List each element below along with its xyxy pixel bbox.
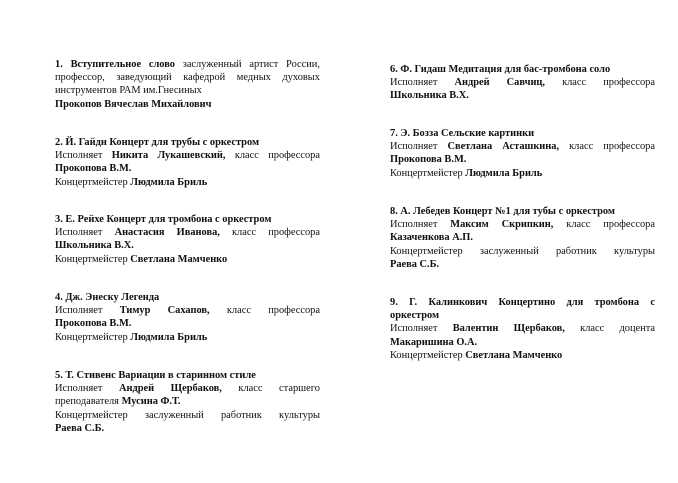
item-title-line — [55, 291, 320, 304]
program-item-2 — [55, 136, 320, 189]
item-number: 5. — [55, 370, 63, 381]
teacher-name: Школьника В.Х. — [55, 240, 134, 252]
performer-line — [55, 149, 320, 162]
performer-prefix: Исполняет — [55, 383, 103, 395]
item-title-line — [55, 369, 320, 382]
class-text: класс профессора — [232, 227, 320, 239]
item-number: 9. — [390, 297, 398, 308]
item-title: Г. Калинкович Концертино для тромбона с — [409, 297, 655, 308]
performer-line — [55, 382, 320, 395]
item-number: 6. — [390, 64, 398, 75]
accompanist-line: Концертмейстер заслуженный работник культуры — [55, 409, 320, 421]
item-title: Й. Гайдн Концерт для трубы с оркестром — [65, 137, 260, 148]
item-title: Т. Стивенс Вариации в старинном стиле — [65, 370, 256, 381]
performer-line — [390, 322, 655, 335]
performer-name: Тимур Сахапов, — [119, 305, 210, 317]
item-description: заслуженный артист России, — [182, 59, 320, 70]
teacher-name: Мусина Ф.Т. — [121, 396, 181, 408]
performer-name: Андрей Щербаков, — [118, 383, 222, 395]
teacher-name: Макаришина О.А. — [390, 336, 478, 348]
accompanist-prefix: Концертмейстер — [55, 176, 128, 188]
item-title-line — [55, 213, 320, 226]
accompanist-name: Людмила Бриль — [465, 167, 543, 179]
accompanist-line — [390, 167, 655, 180]
performer-name: Валентин Щербаков, — [452, 323, 565, 335]
performer-name: Максим Скрипкин, — [450, 219, 554, 231]
teacher-line — [55, 395, 320, 408]
accompanist-name: Людмила Бриль — [130, 331, 208, 343]
performer-line — [55, 304, 320, 317]
person-name: Прокопов Вячеслав Михайлович — [55, 98, 212, 110]
item-title: Э. Бозза Сельские картинки — [400, 128, 535, 139]
teacher-name: Прокопова В.М. — [55, 163, 132, 175]
item-number: 1. — [55, 59, 63, 70]
program-item-7 — [390, 127, 655, 180]
teacher-line — [390, 153, 655, 166]
program-item-5 — [55, 369, 320, 435]
item-title-line — [390, 296, 655, 309]
item-number: 8. — [390, 206, 398, 217]
performer-line — [390, 76, 655, 89]
item-title-line-2 — [390, 309, 655, 322]
item-number: 4. — [55, 292, 63, 303]
performer-name: Светлана Асташкина, — [447, 141, 560, 153]
item-number: 3. — [55, 214, 63, 225]
performer-line — [390, 218, 655, 231]
teacher-name: Прокопова В.М. — [55, 318, 132, 330]
accompanist-name: Раева С.Б. — [55, 422, 105, 434]
class-text: класс профессора — [566, 219, 655, 231]
teacher-line — [390, 336, 655, 349]
item-heading — [55, 59, 175, 70]
item-title: Дж. Энеску Легенда — [65, 292, 160, 303]
item-description: профессор, заведующий кафедрой медных духовых — [55, 72, 320, 84]
item-title: А. Лебедев Концерт №1 для тубы с оркестром — [400, 206, 615, 217]
item-number: 2. — [55, 137, 63, 148]
teacher-line — [55, 162, 320, 175]
teacher-name: Казаченкова А.П. — [390, 232, 473, 244]
class-text: класс профессора — [226, 305, 320, 317]
accompanist-name: Светлана Мамченко — [130, 253, 228, 265]
teacher-name: Прокопова В.М. — [390, 154, 467, 166]
program-item-1 — [55, 58, 320, 111]
item-person-line — [55, 98, 320, 111]
program-item-6 — [390, 63, 655, 103]
teacher-name: Школьника В.Х. — [390, 90, 469, 102]
accompanist-name: Людмила Бриль — [130, 176, 208, 188]
program-item-4 — [55, 291, 320, 344]
accompanist-prefix: Концертмейстер — [55, 331, 128, 343]
program-item-9 — [390, 296, 655, 362]
item-title-line — [55, 136, 320, 149]
item-title: оркестром — [390, 310, 440, 322]
item-title-line — [55, 58, 320, 71]
accompanist-line — [55, 331, 320, 344]
performer-prefix: Исполняет — [55, 305, 103, 317]
class-text: преподавателя — [55, 396, 119, 408]
performer-name: Андрей Савчиц, — [454, 77, 546, 89]
accompanist-name-line — [390, 258, 655, 271]
performer-prefix: Исполняет — [390, 323, 438, 335]
teacher-line — [55, 239, 320, 252]
performer-line — [55, 226, 320, 239]
performer-prefix: Исполняет — [55, 227, 103, 239]
performer-prefix: Исполняет — [390, 141, 438, 153]
item-title-line — [390, 205, 655, 218]
item-title-line — [390, 127, 655, 140]
item-description: инструментов РАМ им.Гнесиных — [55, 85, 202, 97]
performer-prefix: Исполняет — [390, 219, 438, 231]
performer-name: Анастасия Иванова, — [114, 227, 220, 239]
class-text: класс профессора — [562, 77, 655, 89]
accompanist-prefix: Концертмейстер — [390, 349, 463, 361]
class-text: класс доцента — [580, 323, 655, 335]
performer-prefix: Исполняет — [390, 77, 438, 89]
class-text: класс старшего — [238, 383, 320, 395]
teacher-line — [55, 317, 320, 330]
accompanist-line: Концертмейстер заслуженный работник культуры — [390, 245, 655, 257]
accompanist-line — [55, 176, 320, 189]
item-title: Е. Рейхе Концерт для тромбона с оркестром — [65, 214, 272, 225]
accompanist-line — [390, 349, 655, 362]
accompanist-name-line — [55, 422, 320, 435]
performer-prefix: Исполняет — [55, 150, 103, 162]
item-title-line — [390, 63, 655, 76]
teacher-line — [390, 89, 655, 102]
teacher-line — [390, 231, 655, 244]
performer-line — [390, 140, 655, 153]
accompanist-name: Светлана Мамченко — [465, 349, 563, 361]
item-title: Ф. Гидаш Медитация для бас-тромбона соло — [400, 64, 611, 75]
accompanist-line — [55, 253, 320, 266]
program-item-8 — [390, 205, 655, 271]
accompanist-name: Раева С.Б. — [390, 258, 440, 270]
class-text: класс профессора — [234, 150, 320, 162]
item-number: 7. — [390, 128, 398, 139]
performer-name: Никита Лукашевский, — [111, 150, 226, 162]
class-text: класс профессора — [569, 141, 655, 153]
accompanist-prefix: Концертмейстер — [55, 253, 128, 265]
program-item-3 — [55, 213, 320, 266]
accompanist-prefix: Концертмейстер — [390, 167, 463, 179]
item-title: Вступительное слово — [70, 59, 175, 70]
